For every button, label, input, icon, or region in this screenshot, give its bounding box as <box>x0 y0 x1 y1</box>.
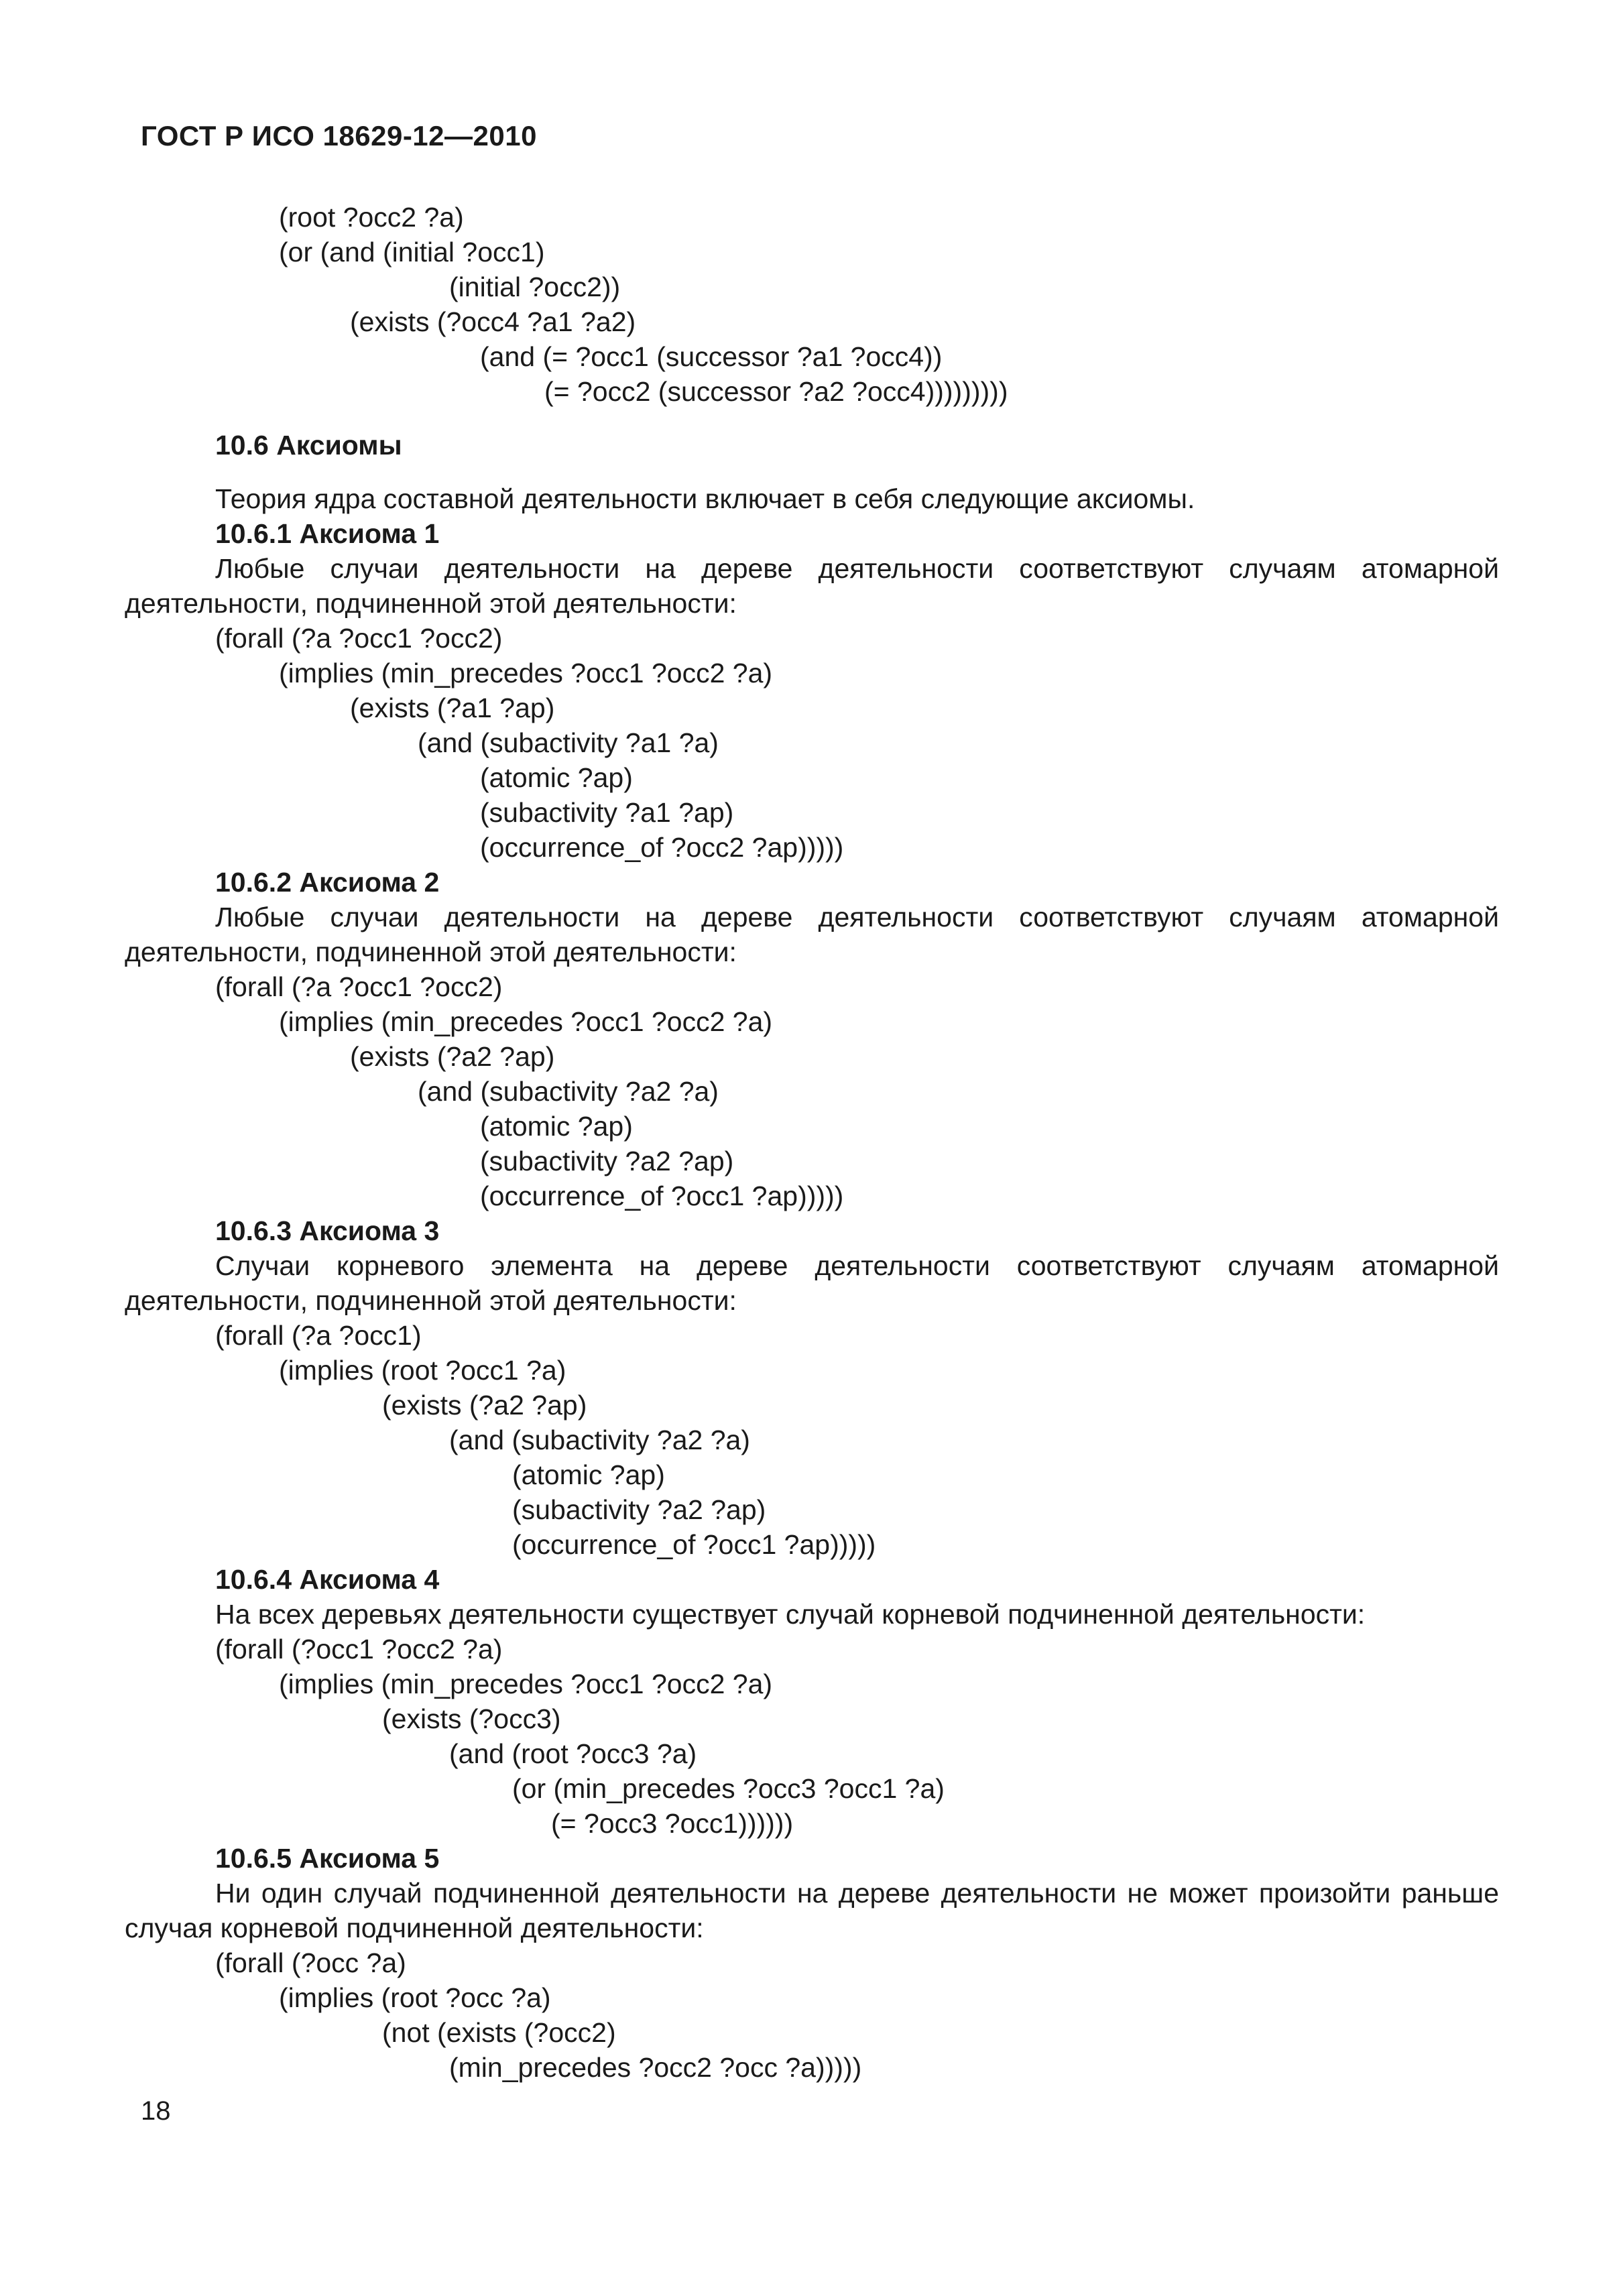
code-line: (exists (?a2 ?ap) <box>350 1041 555 1072</box>
code-line: (subactivity ?a2 ?ap) <box>480 1146 734 1176</box>
code-line: (exists (?a1 ?ap) <box>350 692 555 723</box>
page-content <box>125 200 1499 2085</box>
section-title: 10.6 Аксиомы <box>215 430 402 461</box>
code-line: (= ?occ3 ?occ1)))))) <box>551 1808 794 1839</box>
axiom-text: Любые случаи деятельности на дереве деятельности соответствуют случаям атомарной деятельности, подчиненной этой деятельности: <box>125 553 1499 619</box>
code-line: (or (and (initial ?occ1) <box>279 237 545 267</box>
code-line: (implies (min_precedes ?occ1 ?occ2 ?a) <box>279 1006 773 1037</box>
section-intro: Теория ядра составной деятельности включает в себя следующие аксиомы. <box>215 483 1195 514</box>
code-line: (exists (?occ3) <box>382 1703 561 1734</box>
code-line: (forall (?a ?occ1 ?occ2) <box>215 971 503 1002</box>
axiom-title: 10.6.1 Аксиома 1 <box>215 518 440 549</box>
code-line: (and (= ?occ1 (successor ?a1 ?occ4)) <box>480 341 943 372</box>
code-line: (implies (root ?occ ?a) <box>279 1982 551 2013</box>
code-line: (occurrence_of ?occ1 ?ap))))) <box>480 1181 844 1211</box>
code-line: (occurrence_of ?occ1 ?ap))))) <box>512 1529 876 1560</box>
code-line: (atomic ?ap) <box>480 1111 633 1142</box>
code-line: (root ?occ2 ?a) <box>279 202 464 233</box>
axiom-text: Случаи корневого элемента на дереве деятельности соответствуют случаям атомарной деятельности, подчиненной этой деятельности: <box>125 1250 1499 1316</box>
axiom-title: 10.6.4 Аксиома 4 <box>215 1564 440 1595</box>
code-line: (subactivity ?a2 ?ap) <box>512 1494 766 1525</box>
axiom-title: 10.6.5 Аксиома 5 <box>215 1843 440 1874</box>
axiom-text: Ни один случай подчиненной деятельности на дереве деятельности не может произойти раньше случая корневой подчиненной деятельности: <box>125 1878 1499 1943</box>
code-line: (min_precedes ?occ2 ?occ ?a))))) <box>449 2052 862 2083</box>
axiom-text: Любые случаи деятельности на дереве деятельности соответствуют случаям атомарной деятельности, подчиненной этой деятельности: <box>125 902 1499 967</box>
code-line: (forall (?occ1 ?occ2 ?a) <box>215 1634 503 1665</box>
code-line: (and (root ?occ3 ?a) <box>449 1738 697 1769</box>
code-line: (not (exists (?occ2) <box>382 2017 616 2048</box>
axiom-text: На всех деревьях деятельности существует случай корневой подчиненной деятельности: <box>215 1599 1366 1630</box>
code-line: (forall (?a ?occ1 ?occ2) <box>215 623 503 654</box>
code-line: (forall (?a ?occ1) <box>215 1320 422 1351</box>
code-line: (and (subactivity ?a2 ?a) <box>418 1076 719 1107</box>
code-line: (atomic ?ap) <box>512 1459 665 1490</box>
code-line: (exists (?occ4 ?a1 ?a2) <box>350 306 636 337</box>
code-line: (and (subactivity ?a1 ?a) <box>418 727 719 758</box>
code-line: (and (subactivity ?a2 ?a) <box>449 1425 750 1455</box>
code-line: (implies (min_precedes ?occ1 ?occ2 ?a) <box>279 658 773 688</box>
code-line: (= ?occ2 (successor ?a2 ?occ4))))))))) <box>544 376 1008 407</box>
code-line: (occurrence_of ?occ2 ?ap))))) <box>480 832 844 863</box>
code-line: (or (min_precedes ?occ3 ?occ1 ?a) <box>512 1773 945 1804</box>
page-number: 18 <box>141 2096 171 2126</box>
axiom-title: 10.6.3 Аксиома 3 <box>215 1215 440 1246</box>
code-line: (initial ?occ2)) <box>449 271 621 302</box>
code-line: (exists (?a2 ?ap) <box>382 1390 587 1421</box>
code-line: (atomic ?ap) <box>480 762 633 793</box>
code-line: (implies (root ?occ1 ?a) <box>279 1355 566 1386</box>
code-line: (implies (min_precedes ?occ1 ?occ2 ?a) <box>279 1669 773 1699</box>
standard-header: ГОСТ Р ИСО 18629-12—2010 <box>141 120 537 152</box>
code-line: (forall (?occ ?a) <box>215 1947 406 1978</box>
code-line: (subactivity ?a1 ?ap) <box>480 797 734 828</box>
axiom-title: 10.6.2 Аксиома 2 <box>215 867 440 898</box>
